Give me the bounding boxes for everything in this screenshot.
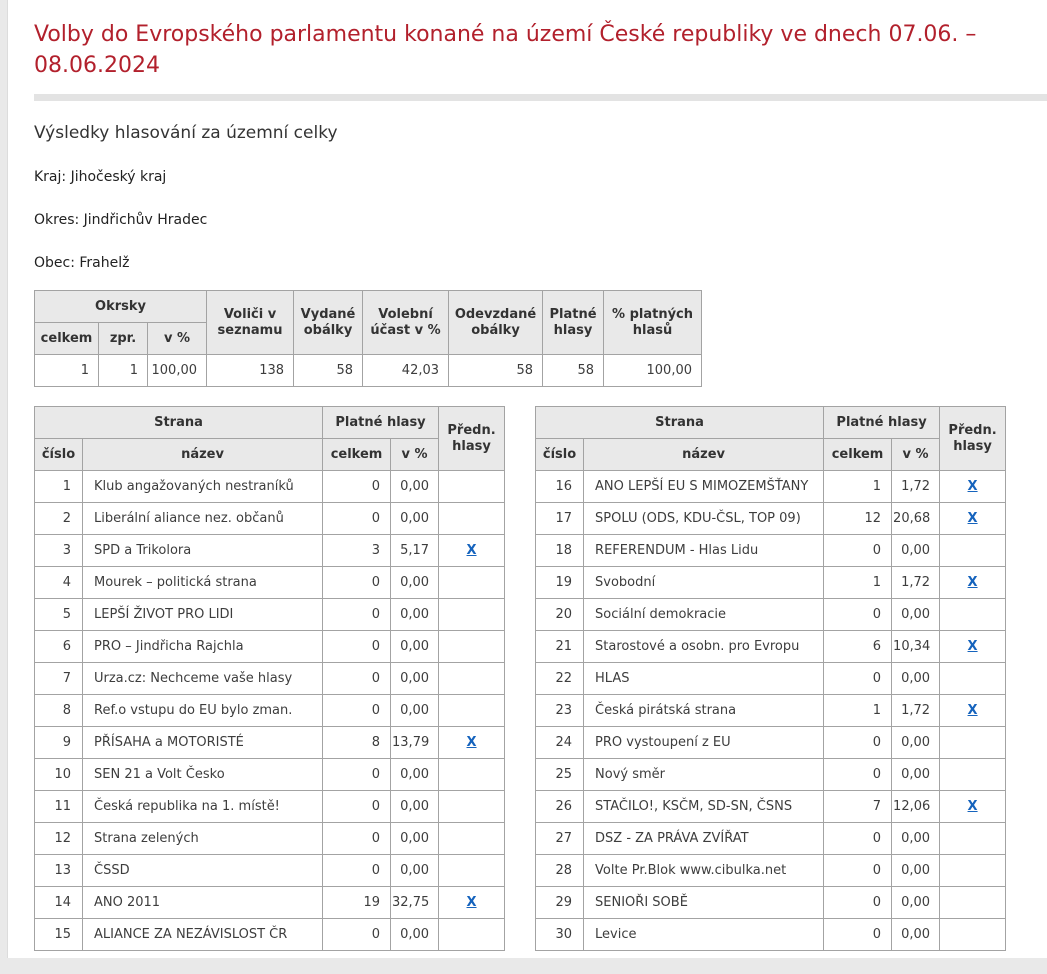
party-row [35,823,505,855]
party-name: Urza.cz: Nechceme vaše hlasy [83,663,323,695]
party-row [536,631,1006,663]
party-votes-percent: 0,00 [391,567,439,599]
party-row [536,663,1006,695]
party-votes-percent: 1,72 [892,567,940,599]
party-row [35,759,505,791]
party-votes-percent: 0,00 [892,599,940,631]
party-votes-percent: 0,00 [391,599,439,631]
party-number: 3 [35,535,83,567]
summary-header-pct-platnych: % platných hlasů [604,291,702,355]
preferential-votes-cell [439,567,505,599]
party-row [35,631,505,663]
party-votes-total: 0 [323,503,391,535]
party-votes-total: 0 [824,759,892,791]
party-number: 28 [536,855,584,887]
party-row [536,599,1006,631]
summary-value-odevzdane: 58 [449,355,543,387]
preferential-votes-cell [940,535,1006,567]
party-votes-total: 0 [824,663,892,695]
party-header-vpct: v % [892,439,940,471]
preferential-votes-link[interactable]: X [967,703,978,718]
district-line: Okres: Jindřichův Hradec [34,212,208,228]
party-votes-total: 0 [323,695,391,727]
party-name: Mourek – politická strana [83,567,323,599]
party-name: ANO LEPŠÍ EU S MIMOZEMŠŤANY [584,471,824,503]
party-number: 19 [536,567,584,599]
party-name: ANO 2011 [83,887,323,919]
summary-value-pct-platnych: 100,00 [604,355,702,387]
party-votes-percent: 0,00 [391,471,439,503]
party-votes-percent: 10,34 [892,631,940,663]
summary-values-row [35,355,702,387]
preferential-votes-cell [439,663,505,695]
party-votes-total: 1 [824,567,892,599]
party-votes-percent: 0,00 [391,791,439,823]
party-number: 9 [35,727,83,759]
preferential-votes-cell [940,791,1006,823]
preferential-votes-link[interactable]: X [967,639,978,654]
party-votes-total: 0 [323,631,391,663]
party-name: Česká pirátská strana [584,695,824,727]
party-votes-percent: 0,00 [391,631,439,663]
summary-value-volici: 138 [207,355,294,387]
party-row [536,759,1006,791]
party-row [35,599,505,631]
preferential-votes-cell [940,855,1006,887]
party-row [35,887,505,919]
party-name: Svobodní [584,567,824,599]
party-row [35,503,505,535]
party-number: 30 [536,919,584,951]
summary-value-platne: 58 [543,355,604,387]
party-votes-total: 1 [824,695,892,727]
party-row [536,919,1006,951]
preferential-votes-cell [439,791,505,823]
party-votes-total: 0 [323,663,391,695]
party-name: Starostové a osobn. pro Evropu [584,631,824,663]
party-votes-total: 0 [824,727,892,759]
party-name: SENIOŘI SOBĚ [584,887,824,919]
party-number: 15 [35,919,83,951]
party-number: 7 [35,663,83,695]
preferential-votes-link[interactable]: X [967,799,978,814]
party-number: 25 [536,759,584,791]
party-votes-percent: 5,17 [391,535,439,567]
summary-header-volici: Voliči v seznamu [207,291,294,355]
party-name: Strana zelených [83,823,323,855]
party-number: 24 [536,727,584,759]
preferential-votes-link[interactable]: X [967,575,978,590]
preferential-votes-cell [439,919,505,951]
summary-value-okrsky-celkem: 1 [35,355,99,387]
party-votes-total: 0 [824,535,892,567]
party-header-platne: Platné hlasy [323,407,439,439]
preferential-votes-link[interactable]: X [466,895,477,910]
party-number: 18 [536,535,584,567]
party-header-predn: Předn. hlasy [940,407,1006,471]
party-number: 4 [35,567,83,599]
preferential-votes-cell [940,919,1006,951]
party-number: 12 [35,823,83,855]
party-row [536,855,1006,887]
party-votes-total: 12 [824,503,892,535]
party-name: PRO – Jindřicha Rajchla [83,631,323,663]
party-name: SPOLU (ODS, KDU-ČSL, TOP 09) [584,503,824,535]
party-votes-percent: 1,72 [892,695,940,727]
party-row [536,823,1006,855]
party-votes-total: 7 [824,791,892,823]
party-number: 2 [35,503,83,535]
preferential-votes-link[interactable]: X [466,735,477,750]
preferential-votes-cell [439,695,505,727]
party-name: SPD a Trikolora [83,535,323,567]
preferential-votes-cell [439,759,505,791]
preferential-votes-cell [439,855,505,887]
party-row [536,791,1006,823]
party-row [536,567,1006,599]
party-number: 16 [536,471,584,503]
party-name: PŘÍSAHA a MOTORISTÉ [83,727,323,759]
party-votes-percent: 0,00 [391,823,439,855]
party-row [536,727,1006,759]
party-row [35,727,505,759]
party-votes-total: 0 [323,855,391,887]
party-votes-percent: 0,00 [892,663,940,695]
party-number: 5 [35,599,83,631]
party-name: LEPŠÍ ŽIVOT PRO LIDI [83,599,323,631]
party-number: 8 [35,695,83,727]
party-name: Nový směr [584,759,824,791]
preferential-votes-cell [940,727,1006,759]
party-number: 6 [35,631,83,663]
preferential-votes-cell [439,471,505,503]
party-votes-percent: 0,00 [892,727,940,759]
party-votes-percent: 0,00 [391,759,439,791]
party-name: Liberální aliance nez. občanů [83,503,323,535]
party-row [35,535,505,567]
preferential-votes-cell [439,631,505,663]
preferential-votes-link[interactable]: X [967,511,978,526]
summary-value-ucast: 42,03 [363,355,449,387]
preferential-votes-cell [940,823,1006,855]
party-row [536,695,1006,727]
results-summary-table [34,290,702,387]
party-number: 1 [35,471,83,503]
section-subtitle: Výsledky hlasování za územní celky [34,123,338,143]
summary-value-vydane: 58 [294,355,363,387]
party-name: SEN 21 a Volt Česko [83,759,323,791]
party-votes-total: 3 [323,535,391,567]
party-name: DSZ - ZA PRÁVA ZVÍŘAT [584,823,824,855]
preferential-votes-cell [940,759,1006,791]
party-row [536,471,1006,503]
preferential-votes-cell [940,663,1006,695]
party-name: Levice [584,919,824,951]
preferential-votes-cell [940,695,1006,727]
party-votes-total: 0 [323,759,391,791]
party-number: 29 [536,887,584,919]
party-votes-percent: 13,79 [391,727,439,759]
party-row [35,791,505,823]
page-content [7,0,1047,958]
party-number: 20 [536,599,584,631]
party-votes-percent: 0,00 [892,823,940,855]
party-votes-total: 0 [323,823,391,855]
preferential-votes-cell [940,631,1006,663]
party-votes-percent: 0,00 [892,919,940,951]
party-votes-total: 1 [824,471,892,503]
party-name: Česká republika na 1. místě! [83,791,323,823]
preferential-votes-link[interactable]: X [967,479,978,494]
party-votes-percent: 0,00 [391,919,439,951]
party-header-platne: Platné hlasy [824,407,940,439]
party-name: ČSSD [83,855,323,887]
preferential-votes-cell [439,727,505,759]
summary-header-ucast: Volební účast v % [363,291,449,355]
party-votes-total: 0 [824,599,892,631]
summary-header-odevzdane: Odevzdané obálky [449,291,543,355]
party-header-strana: Strana [536,407,824,439]
party-header-nazev: název [83,439,323,471]
party-votes-total: 0 [824,823,892,855]
party-name: PRO vystoupení z EU [584,727,824,759]
party-votes-percent: 0,00 [391,695,439,727]
party-votes-percent: 0,00 [892,759,940,791]
preferential-votes-cell [439,887,505,919]
party-votes-total: 0 [323,567,391,599]
summary-value-okrsky-pct: 100,00 [148,355,207,387]
preferential-votes-cell [940,567,1006,599]
party-number: 11 [35,791,83,823]
page-title: Volby do Evropského parlamentu konané na území České republiky ve dnech 07.06. – 08.06.2024 [34,22,977,78]
party-number: 26 [536,791,584,823]
party-votes-total: 0 [323,599,391,631]
party-votes-percent: 0,00 [892,887,940,919]
party-header-vpct: v % [391,439,439,471]
party-row [35,567,505,599]
party-name: Ref.o vstupu do EU bylo zman. [83,695,323,727]
summary-value-okrsky-zpr: 1 [99,355,148,387]
party-name: Sociální demokracie [584,599,824,631]
party-header-cislo: číslo [35,439,83,471]
party-votes-total: 6 [824,631,892,663]
party-table-left [34,406,505,951]
party-header-celkem: celkem [824,439,892,471]
party-name: Klub angažovaných nestraníků [83,471,323,503]
summary-header-platne: Platné hlasy [543,291,604,355]
party-name: HLAS [584,663,824,695]
party-number: 13 [35,855,83,887]
party-votes-percent: 12,06 [892,791,940,823]
party-name: ALIANCE ZA NEZÁVISLOST ČR [83,919,323,951]
party-number: 22 [536,663,584,695]
party-votes-total: 19 [323,887,391,919]
party-header-nazev: název [584,439,824,471]
party-row [35,855,505,887]
party-row [536,887,1006,919]
party-row [35,663,505,695]
party-votes-percent: 0,00 [391,663,439,695]
summary-header-zpr: zpr. [99,323,148,355]
party-votes-total: 0 [824,919,892,951]
party-votes-percent: 0,00 [892,535,940,567]
party-number: 17 [536,503,584,535]
party-row [536,535,1006,567]
party-number: 27 [536,823,584,855]
preferential-votes-cell [940,503,1006,535]
preferential-votes-cell [940,599,1006,631]
party-votes-percent: 20,68 [892,503,940,535]
party-name: REFERENDUM - Hlas Lidu [584,535,824,567]
party-row [35,919,505,951]
horizontal-divider [34,94,1047,101]
summary-header-okrsky: Okrsky [35,291,207,323]
preferential-votes-cell [439,823,505,855]
party-votes-total: 0 [824,887,892,919]
party-table-right [535,406,1006,951]
party-number: 10 [35,759,83,791]
party-header-predn: Předn. hlasy [439,407,505,471]
preferential-votes-link[interactable]: X [466,543,477,558]
party-votes-percent: 0,00 [391,503,439,535]
summary-header-vpct: v % [148,323,207,355]
party-number: 14 [35,887,83,919]
party-votes-percent: 1,72 [892,471,940,503]
preferential-votes-cell [439,599,505,631]
summary-header-celkem: celkem [35,323,99,355]
party-row [536,503,1006,535]
region-line: Kraj: Jihočeský kraj [34,169,167,185]
party-name: Volte Pr.Blok www.cibulka.net [584,855,824,887]
summary-header-vydane: Vydané obálky [294,291,363,355]
party-row [35,695,505,727]
preferential-votes-cell [940,471,1006,503]
preferential-votes-cell [940,887,1006,919]
party-votes-total: 8 [323,727,391,759]
party-votes-total: 0 [824,855,892,887]
municipality-line: Obec: Frahelž [34,255,130,271]
party-votes-total: 0 [323,791,391,823]
party-number: 21 [536,631,584,663]
party-votes-percent: 32,75 [391,887,439,919]
party-header-strana: Strana [35,407,323,439]
preferential-votes-cell [439,535,505,567]
party-tables-container [34,406,1047,951]
party-votes-total: 0 [323,471,391,503]
party-number: 23 [536,695,584,727]
party-votes-percent: 0,00 [892,855,940,887]
party-header-celkem: celkem [323,439,391,471]
party-name: STAČILO!, KSČM, SD-SN, ČSNS [584,791,824,823]
preferential-votes-cell [439,503,505,535]
party-votes-total: 0 [323,919,391,951]
party-votes-percent: 0,00 [391,855,439,887]
party-header-cislo: číslo [536,439,584,471]
party-row [35,471,505,503]
